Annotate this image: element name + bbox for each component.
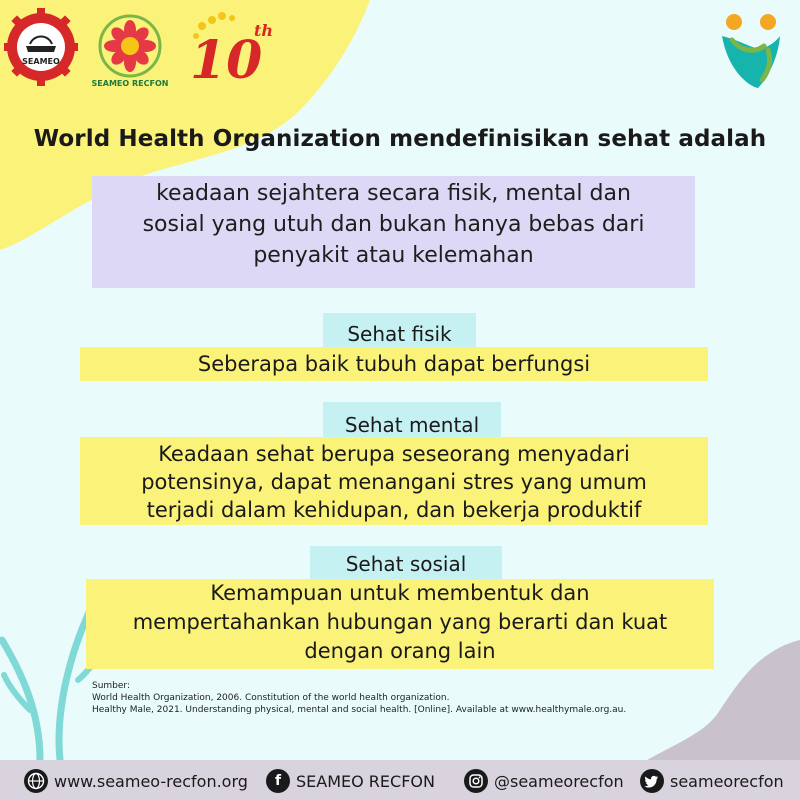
section-line: mempertahankan hubungan yang berarti dan kuat: [132, 610, 668, 634]
source-item: World Health Organization, 2006. Constitution of the world health organization.: [92, 693, 450, 703]
page-heading: World Health Organization mendefinisikan sehat adalah: [33, 126, 767, 152]
instagram-icon: [464, 769, 488, 793]
facebook-icon: f: [266, 769, 290, 793]
section-line: dengan orang lain: [304, 639, 496, 663]
definition-line: sosial yang utuh dan bukan hanya bebas dari: [142, 212, 645, 237]
people-logo-icon: [718, 10, 784, 90]
svg-text:SEAMEO: SEAMEO: [22, 57, 60, 66]
footer-website[interactable]: [24, 768, 248, 794]
seameo-recfon-logo: [86, 8, 174, 88]
sources-label: Sumber:: [92, 681, 131, 691]
svg-text:SEAMEO RECFON: SEAMEO RECFON: [91, 79, 169, 88]
10th-anniversary-logo: [182, 6, 277, 86]
definition-box: [92, 176, 695, 288]
twitter-link[interactable]: seameorecfon: [670, 771, 784, 791]
footer-instagram[interactable]: [464, 768, 624, 794]
svg-text:th: th: [254, 21, 274, 40]
section-body-mental: [80, 437, 708, 525]
section-body-social: [86, 579, 714, 669]
section-body-physical: [80, 347, 708, 381]
svg-text:10: 10: [190, 30, 263, 86]
sources: [92, 680, 792, 716]
section-line: Keadaan sehat berupa seseorang menyadari: [158, 442, 630, 466]
website-link[interactable]: www.seameo-recfon.org: [54, 771, 248, 791]
definition-line: keadaan sejahtera secara fisik, mental dan: [156, 181, 631, 206]
section-line: Seberapa baik tubuh dapat berfungsi: [197, 352, 591, 376]
section-line: potensinya, dapat menangani stres yang umum: [141, 470, 647, 494]
seameo-logo: [4, 8, 78, 86]
section-line: Kemampuan untuk membentuk dan: [210, 581, 590, 605]
instagram-link[interactable]: @seameorecfon: [494, 771, 624, 791]
source-item: Healthy Male, 2021. Understanding physical, mental and social health. [Online]. Available at www.healthymale.org.au.: [92, 705, 627, 715]
footer-facebook[interactable]: [266, 768, 435, 794]
section-line: terjadi dalam kehidupan, dan bekerja produktif: [146, 498, 642, 522]
section-title-social: Sehat sosial: [310, 546, 502, 586]
footer-twitter[interactable]: [640, 768, 784, 794]
definition-line: penyakit atau kelemahan: [253, 243, 534, 268]
globe-icon: [24, 769, 48, 793]
footer-bar: [0, 760, 800, 800]
facebook-link[interactable]: SEAMEO RECFON: [296, 771, 435, 791]
section-title-physical: Sehat fisik: [323, 313, 476, 355]
twitter-icon: [640, 769, 664, 793]
section-title-mental: Sehat mental: [323, 402, 501, 444]
